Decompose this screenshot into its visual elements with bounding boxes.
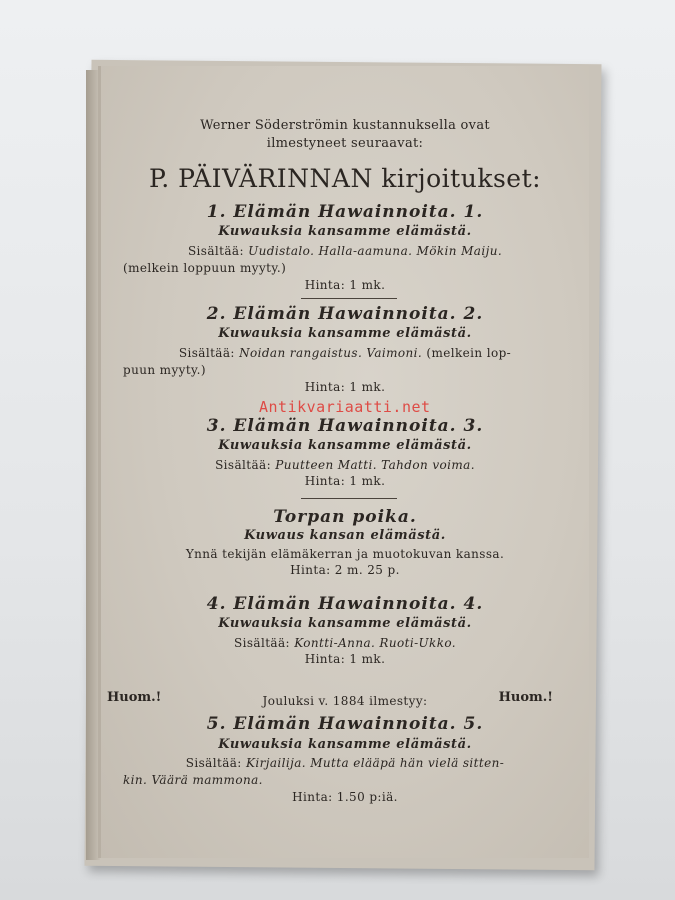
book-5-heading: 5. Elämän Hawainnoita. 5.: [206, 714, 484, 734]
book-4-subtitle: Kuwauksia kansamme elämästä.: [218, 616, 472, 631]
watermark-antikvariaatti: Antikvariaatti.net: [259, 398, 431, 416]
torpan-poika-price: Hinta: 2 m. 25 p.: [290, 563, 400, 577]
torpan-poika-heading: Torpan poika.: [273, 507, 417, 527]
book-1-heading: 1. Elämän Hawainnoita. 1.: [206, 202, 484, 222]
book-4-contents: Sisältää: Kontti-Anna. Ruoti-Ukko.: [233, 636, 457, 650]
book-1-subtitle: Kuwauksia kansamme elämästä.: [218, 224, 472, 239]
book-3-price: Hinta: 1 mk.: [304, 474, 386, 488]
book-2-heading: 2. Elämän Hawainnoita. 2.: [206, 304, 484, 324]
book-4-heading: 4. Elämän Hawainnoita. 4.: [206, 594, 484, 614]
main-title: P. PÄIVÄRINNAN kirjoitukset:: [148, 164, 542, 193]
divider: [301, 298, 397, 299]
book-3-subtitle: Kuwauksia kansamme elämästä.: [218, 438, 472, 453]
book-back-page: [98, 66, 589, 858]
book-2-contents: Sisältää: Noidan rangaistus. Vaimoni. (melkein lop-: [178, 346, 512, 360]
book-3-contents: Sisältää: Puutteen Matti. Tahdon voima.: [215, 458, 475, 472]
torpan-poika-contents: Ynnä tekijän elämäkerran ja muotokuvan kanssa.: [185, 547, 505, 561]
book-1-note: (melkein loppuun myyty.): [123, 261, 287, 275]
book-5-price: Hinta: 1.50 p:iä.: [292, 790, 398, 804]
book-4-price: Hinta: 1 mk.: [304, 652, 386, 666]
notice-row: [101, 690, 589, 709]
book-5-contents-2: kin. Väärä mammona.: [123, 773, 263, 787]
book-1-price: Hinta: 1 mk.: [304, 278, 386, 292]
book-5-subtitle: Kuwauksia kansamme elämästä.: [218, 737, 472, 752]
book-2-note: puun myyty.): [123, 363, 206, 377]
notice-text: Jouluksi v. 1884 ilmestyy:: [262, 694, 428, 708]
publisher-line-1: Werner Söderströmin kustannuksella ovat: [200, 118, 490, 133]
divider: [301, 498, 397, 499]
huom-right: Huom.!: [498, 690, 553, 705]
book-2-subtitle: Kuwauksia kansamme elämästä.: [218, 326, 472, 341]
book-3-heading: 3. Elämän Hawainnoita. 3.: [206, 416, 484, 436]
book-2-price: Hinta: 1 mk.: [304, 380, 386, 394]
publisher-line-2: ilmestyneet seuraavat:: [266, 136, 424, 151]
huom-left: Huom.!: [107, 690, 162, 705]
book-5-contents-1: Sisältää: Kirjailija. Mutta elääpä hän vielä sitten-: [185, 756, 505, 770]
torpan-poika-subtitle: Kuwaus kansan elämästä.: [244, 528, 446, 543]
book-1-contents: Sisältää: Uudistalo. Halla-aamuna. Mökin Maiju.: [187, 244, 503, 258]
